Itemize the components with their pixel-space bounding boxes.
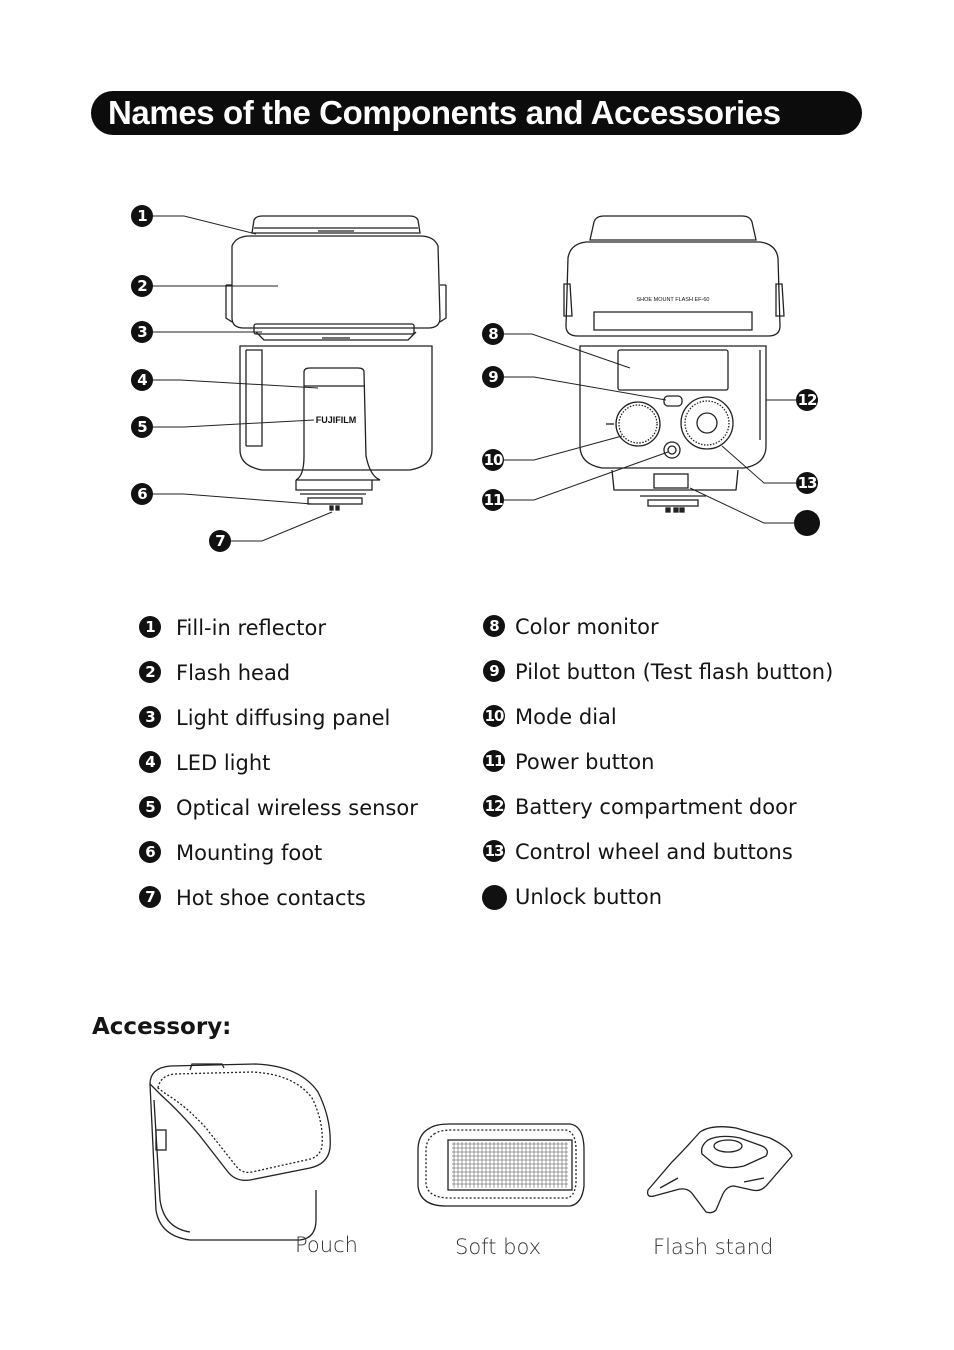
component-number: 7 — [139, 886, 161, 908]
pouch-label: Pouch — [295, 1233, 358, 1257]
callout-7: 7 — [209, 530, 231, 552]
component-number: 1 — [139, 616, 161, 638]
component-label: LED light — [176, 751, 271, 775]
component-label: Hot shoe contacts — [176, 886, 366, 910]
callout-3: 3 — [131, 321, 153, 343]
callout-6: 6 — [131, 483, 153, 505]
page-title: Names of the Components and Accessories — [108, 94, 781, 131]
component-label: Fill-in reflector — [176, 616, 326, 640]
soft-box-grid — [452, 1142, 568, 1188]
callout-12: 12 — [797, 391, 817, 409]
callout-11: 11 — [483, 491, 503, 509]
callout-9: 9 — [482, 366, 504, 388]
component-number: 5 — [139, 796, 161, 818]
component-number: 6 — [139, 841, 161, 863]
component-label: Pilot button (Test flash button) — [515, 660, 834, 684]
callout-5: 5 — [131, 416, 153, 438]
flash-stand-illustration — [648, 1127, 792, 1213]
callout-10: 10 — [483, 451, 503, 469]
flash-back-view — [564, 216, 784, 512]
component-number: 4 — [139, 751, 161, 773]
callout-13: 13 — [797, 474, 817, 492]
component-number: 12 — [484, 797, 504, 815]
component-number: 3 — [139, 706, 161, 728]
soft-box-illustration — [418, 1124, 584, 1206]
callout-2: 2 — [131, 275, 153, 297]
component-number: 8 — [483, 615, 505, 637]
callout-4: 4 — [131, 369, 153, 391]
callout-1: 1 — [131, 205, 153, 227]
component-label: Mounting foot — [176, 841, 323, 865]
component-label: Light diffusing panel — [176, 706, 391, 730]
component-number — [482, 885, 507, 910]
component-number: 11 — [484, 752, 504, 770]
component-label: Color monitor — [515, 615, 659, 639]
component-label: Optical wireless sensor — [176, 796, 418, 820]
component-label: Flash head — [176, 661, 291, 685]
component-number: 10 — [484, 707, 504, 725]
component-number: 13 — [484, 842, 504, 860]
accessory-heading: Accessory: — [92, 1014, 232, 1040]
callout-unlock — [794, 510, 820, 536]
component-number: 2 — [139, 661, 161, 683]
component-label: Mode dial — [515, 705, 617, 729]
soft-box-label: Soft box — [455, 1235, 542, 1259]
component-label: Power button — [515, 750, 655, 774]
component-label: Unlock button — [515, 885, 663, 909]
flash-front-view — [226, 216, 446, 510]
component-label: Battery compartment door — [515, 795, 797, 819]
flash-stand-label: Flash stand — [653, 1235, 774, 1259]
fujifilm-logo: FUJIFILM — [315, 415, 357, 425]
model-label: SHOE MOUNT FLASH EF-60 — [636, 297, 710, 303]
callout-8: 8 — [482, 323, 504, 345]
pouch-illustration — [150, 1064, 330, 1240]
component-label: Control wheel and buttons — [515, 840, 793, 864]
component-number: 9 — [483, 660, 505, 682]
